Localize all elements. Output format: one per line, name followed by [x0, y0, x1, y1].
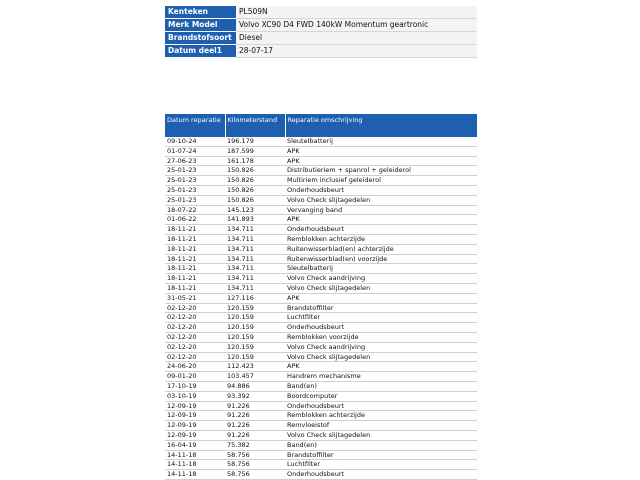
repair-date-cell: 12-09-19 [165, 401, 225, 411]
repair-date-cell: 02-12-20 [165, 352, 225, 362]
mileage-cell: 58.756 [225, 460, 285, 470]
mileage-cell: 150.826 [225, 195, 285, 205]
repair-description-cell: Sleutelbatterij [285, 137, 477, 146]
repair-date-cell: 24-06-20 [165, 362, 225, 372]
mileage-cell: 141.893 [225, 215, 285, 225]
table-row [165, 293, 477, 303]
repair-description-cell: Remblokken achterzijde [285, 411, 477, 421]
table-row [165, 195, 477, 205]
repair-date-cell: 18-11-21 [165, 274, 225, 284]
repair-date-cell: 01-07-24 [165, 146, 225, 156]
repair-description-cell: Volvo Check slijtagedelen [285, 195, 477, 205]
mileage-cell: 161.178 [225, 156, 285, 166]
mileage-cell: 196.179 [225, 137, 285, 146]
mileage-cell: 93.392 [225, 391, 285, 401]
repair-description-cell: Boordcomputer [285, 391, 477, 401]
table-row [165, 460, 477, 470]
repair-description-cell: Sleutelbatterij [285, 264, 477, 274]
table-row [165, 430, 477, 440]
repair-date-cell: 02-12-20 [165, 313, 225, 323]
mileage-cell: 134.711 [225, 254, 285, 264]
vehicle-info-row [165, 19, 477, 32]
mileage-cell: 58.756 [225, 450, 285, 460]
repair-date-cell: 18-07-22 [165, 205, 225, 215]
table-row [165, 440, 477, 450]
repair-description-cell: APK [285, 215, 477, 225]
repair-date-cell: 31-05-21 [165, 293, 225, 303]
repair-history-table [165, 114, 477, 480]
table-row [165, 391, 477, 401]
vehicle-info-row [165, 32, 477, 45]
table-row [165, 362, 477, 372]
repair-date-cell: 18-11-21 [165, 254, 225, 264]
repair-description-cell: Volvo Check slijtagedelen [285, 430, 477, 440]
vehicle-info-value: PL509N [236, 6, 477, 19]
repair-date-cell: 02-12-20 [165, 303, 225, 313]
mileage-cell: 75.382 [225, 440, 285, 450]
mileage-cell: 120.159 [225, 313, 285, 323]
mileage-cell: 145.123 [225, 205, 285, 215]
repair-date-cell: 18-11-21 [165, 283, 225, 293]
mileage-cell: 134.711 [225, 225, 285, 235]
mileage-cell: 103.457 [225, 372, 285, 382]
mileage-cell: 134.711 [225, 234, 285, 244]
repair-date-cell: 25-01-23 [165, 195, 225, 205]
mileage-cell: 120.159 [225, 332, 285, 342]
table-row [165, 146, 477, 156]
repair-description-cell: Handrem mechanisme [285, 372, 477, 382]
table-header-row [165, 114, 477, 137]
mileage-cell: 91.226 [225, 421, 285, 431]
repair-date-cell: 18-11-21 [165, 225, 225, 235]
repair-description-cell: Vervanging band [285, 205, 477, 215]
mileage-cell: 94.886 [225, 381, 285, 391]
mileage-cell: 91.226 [225, 401, 285, 411]
table-row [165, 450, 477, 460]
repair-date-cell: 27-06-23 [165, 156, 225, 166]
repair-date-cell: 02-12-20 [165, 323, 225, 333]
vehicle-info-table [165, 6, 477, 58]
table-row [165, 156, 477, 166]
vehicle-info-value: Volvo XC90 D4 FWD 140kW Momentum geartronic [236, 19, 477, 32]
repair-description-cell: Onderhoudsbeurt [285, 225, 477, 235]
repair-description-cell: APK [285, 293, 477, 303]
repair-date-cell: 14-11-18 [165, 450, 225, 460]
repair-date-cell: 25-01-23 [165, 176, 225, 186]
header-mileage: Kilometerstand [225, 114, 285, 137]
repair-date-cell: 09-10-24 [165, 137, 225, 146]
repair-date-cell: 14-11-18 [165, 460, 225, 470]
header-repair-date: Datum reparatie [165, 114, 225, 137]
vehicle-info-value: 28-07-17 [236, 45, 477, 58]
repair-date-cell: 18-11-21 [165, 244, 225, 254]
repair-date-cell: 16-04-19 [165, 440, 225, 450]
repair-description-cell: Luchtfilter [285, 313, 477, 323]
repair-date-cell: 02-12-20 [165, 342, 225, 352]
repair-description-cell: Volvo Check aandrijving [285, 342, 477, 352]
table-row [165, 372, 477, 382]
vehicle-info-row [165, 6, 477, 19]
repair-description-cell: Onderhoudsbeurt [285, 401, 477, 411]
table-row [165, 303, 477, 313]
vehicle-info-row [165, 45, 477, 58]
repair-description-cell: Volvo Check slijtagedelen [285, 283, 477, 293]
repair-date-cell: 03-10-19 [165, 391, 225, 401]
repair-date-cell: 09-01-20 [165, 372, 225, 382]
repair-date-cell: 25-01-23 [165, 166, 225, 176]
table-row [165, 137, 477, 146]
repair-description-cell: Volvo Check slijtagedelen [285, 352, 477, 362]
mileage-cell: 120.159 [225, 303, 285, 313]
repair-description-cell: Band(en) [285, 381, 477, 391]
mileage-cell: 112.423 [225, 362, 285, 372]
table-row [165, 283, 477, 293]
repair-date-cell: 25-01-23 [165, 185, 225, 195]
repair-description-cell: Luchtfilter [285, 460, 477, 470]
repair-description-cell: Onderhoudsbeurt [285, 185, 477, 195]
repair-date-cell: 01-06-22 [165, 215, 225, 225]
header-repair-description: Reparatie omschrijving [285, 114, 477, 137]
table-row [165, 215, 477, 225]
repair-description-cell: Onderhoudsbeurt [285, 323, 477, 333]
repair-date-cell: 17-10-19 [165, 381, 225, 391]
repair-date-cell: 12-09-19 [165, 411, 225, 421]
table-row [165, 411, 477, 421]
repair-description-cell: Onderhoudsbeurt [285, 470, 477, 480]
repair-description-cell: Multiriem inclusief geleiderol [285, 176, 477, 186]
repair-description-cell: Remvloeistof [285, 421, 477, 431]
mileage-cell: 91.226 [225, 411, 285, 421]
table-row [165, 274, 477, 284]
repair-description-cell: Ruitenwisserblad(en) achterzijde [285, 244, 477, 254]
mileage-cell: 120.159 [225, 352, 285, 362]
table-row [165, 166, 477, 176]
mileage-cell: 150.826 [225, 176, 285, 186]
table-row [165, 264, 477, 274]
vehicle-info-label: Kenteken [165, 6, 236, 19]
vehicle-info-label: Merk Model [165, 19, 236, 32]
mileage-cell: 127.116 [225, 293, 285, 303]
repair-description-cell: Brandstoffilter [285, 303, 477, 313]
mileage-cell: 134.711 [225, 274, 285, 284]
table-row [165, 254, 477, 264]
table-row [165, 470, 477, 480]
mileage-cell: 187.599 [225, 146, 285, 156]
repair-date-cell: 18-11-21 [165, 264, 225, 274]
repair-description-cell: Distributieriem + spanrol + geleiderol [285, 166, 477, 176]
mileage-cell: 150.826 [225, 185, 285, 195]
table-row [165, 185, 477, 195]
repair-description-cell: Band(en) [285, 440, 477, 450]
table-row [165, 234, 477, 244]
repair-description-cell: Remblokken achterzijde [285, 234, 477, 244]
vehicle-info-label: Datum deel1 [165, 45, 236, 58]
table-row [165, 176, 477, 186]
repair-description-cell: Remblokken voorzijde [285, 332, 477, 342]
mileage-cell: 134.711 [225, 244, 285, 254]
repair-date-cell: 18-11-21 [165, 234, 225, 244]
vehicle-info-label: Brandstofsoort [165, 32, 236, 45]
mileage-cell: 120.159 [225, 323, 285, 333]
table-row [165, 244, 477, 254]
table-row [165, 352, 477, 362]
mileage-cell: 120.159 [225, 342, 285, 352]
repair-description-cell: Ruitenwisserblad(en) voorzijde [285, 254, 477, 264]
repair-date-cell: 12-09-19 [165, 421, 225, 431]
table-row [165, 225, 477, 235]
table-row [165, 313, 477, 323]
mileage-cell: 58.756 [225, 470, 285, 480]
repair-description-cell: Volvo Check aandrijving [285, 274, 477, 284]
mileage-cell: 134.711 [225, 283, 285, 293]
vehicle-info-value: Diesel [236, 32, 477, 45]
table-row [165, 421, 477, 431]
table-row [165, 401, 477, 411]
repair-description-cell: Brandstoffilter [285, 450, 477, 460]
mileage-cell: 150.826 [225, 166, 285, 176]
repair-date-cell: 02-12-20 [165, 332, 225, 342]
mileage-cell: 91.226 [225, 430, 285, 440]
mileage-cell: 134.711 [225, 264, 285, 274]
table-row [165, 342, 477, 352]
repair-description-cell: APK [285, 156, 477, 166]
repair-description-cell: APK [285, 362, 477, 372]
table-row [165, 381, 477, 391]
repair-description-cell: APK [285, 146, 477, 156]
table-row [165, 323, 477, 333]
table-row [165, 205, 477, 215]
repair-date-cell: 12-09-19 [165, 430, 225, 440]
table-row [165, 332, 477, 342]
repair-date-cell: 14-11-18 [165, 470, 225, 480]
